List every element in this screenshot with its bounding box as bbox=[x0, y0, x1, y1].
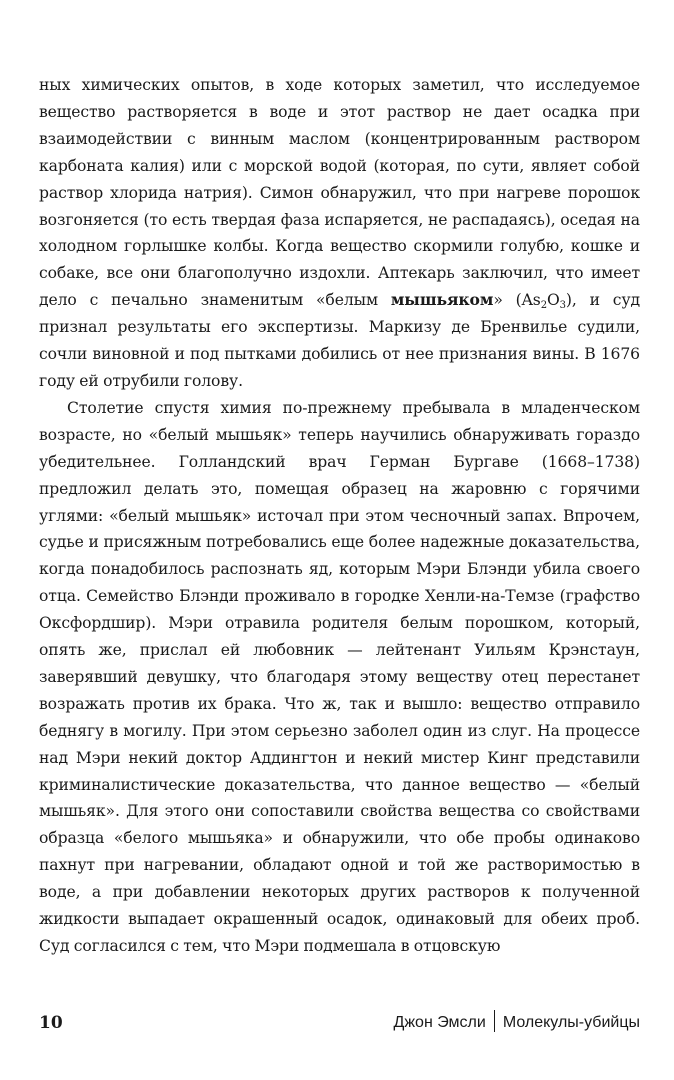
chemical-formula bbox=[521, 291, 566, 312]
paragraph-2: Столетие спустя химия по-прежнему пребывала в младенческом возрасте, но «белый мышьяк» теперь научились обнаруживать гораздо убедительнее. Голландский врач Герман Бургаве (1668–1738) предложил делать это, помещая образец на жаровню с горячими углями: «белый мышьяк» источал при этом чесночный запах. Впрочем, судье и присяжным потребовались еще более надежные доказательства, когда понадобилось распознать яд, которым Мэри Блэнди убила своего отца. Семейство Блэнди проживало в городке Хенли-на-Темзе (графство Оксфордшир). Мэри отравила родителя белым порошком, который, опять же, прислал ей любовник — лейтенант Уильям Крэнстаун, заверявший девушку, что благодаря этому веществу отец перестанет возражать против их брака. Что ж, так и вышло: вещество отправило беднягу в могилу. При этом серьезно заболел один из слуг. На процессе над Мэри некий доктор Аддингтон и некий мистер Кинг представили криминалистические доказательства, что данное вещество — «белый мышьяк». Для этого они сопоставили свойства вещества со свойствами образца «белого мышьяка» и обнаружили, что обе пробы одинаково пахнут при нагревании, обладают одной и той же растворимостью в воде, а при добавлении некоторых других растворов к полученной жидкости выпадает окрашенный осадок, одинаковый для обеих проб. Суд согласился с тем, что Мэри подмешала в отцовскую bbox=[39, 398, 640, 955]
page-body bbox=[39, 72, 640, 960]
paragraph-1-text-b: » ( bbox=[493, 291, 522, 310]
paragraph-1 bbox=[39, 72, 640, 395]
formula-subscript-2: 2 bbox=[540, 300, 547, 312]
page-number: 10 bbox=[39, 1013, 63, 1033]
running-head-title: Молекулы-убийцы bbox=[502, 1014, 640, 1031]
formula-element-o: O bbox=[546, 291, 560, 310]
paragraph-1-text-c: ), и суд признал результаты его экспертизы. Маркизу де Бренвилье судили, сочли виновной и под пытками добились от нее признания вины. В 1676 году ей отрубили голову. bbox=[39, 291, 641, 390]
running-head-author: Джон Эмсли bbox=[393, 1014, 486, 1031]
formula-element-as: As bbox=[521, 291, 541, 310]
paragraph-1-text-a: ных химических опытов, в ходе которых заметил, что исследуемое вещество растворяется в воде и этот раствор не дает осадка при взаимодействии с винным маслом (концентрированным раствором карбоната калия) или с морской водой (которая, по сути, являет собой раствор хлорида натрия). Симон обнаружил, что при нагреве порошок возгоняется (то есть твердая фаза испаряется, не распадаясь), оседая на холодном горлышке колбы. Когда вещество скормили голубю, кошке и собаке, все они благополучно издохли. Аптекарь заключил, что имеет дело с печально знаменитым «белым bbox=[39, 76, 640, 310]
formula-subscript-3: 3 bbox=[559, 300, 566, 312]
page-footer bbox=[39, 1008, 640, 1038]
running-head-divider bbox=[494, 1010, 495, 1032]
bold-term-arsenic: мышьяком bbox=[390, 290, 494, 310]
running-head bbox=[394, 1008, 640, 1038]
